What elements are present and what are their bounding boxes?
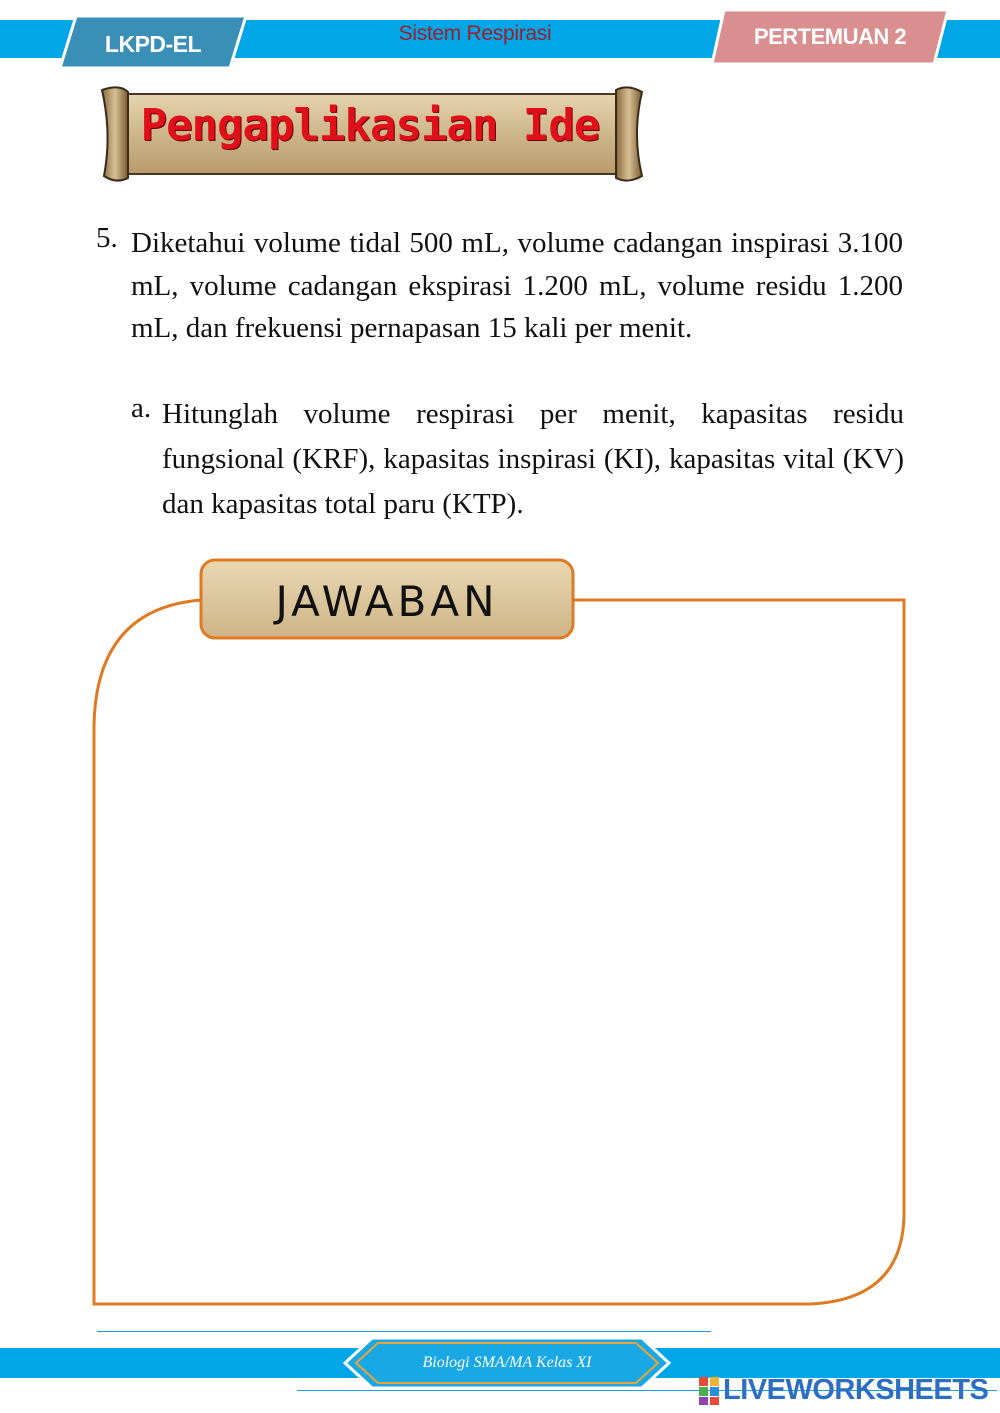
lkpd-tab-label: LKPD-EL bbox=[104, 31, 202, 57]
answer-label: JAWABAN bbox=[275, 577, 499, 626]
subject-title: Sistem Respirasi bbox=[398, 22, 552, 45]
question-number: 5. bbox=[96, 222, 118, 254]
pertemuan-tab-label: PERTEMUAN 2 bbox=[753, 24, 907, 49]
footer-label: Biologi SMA/MA Kelas XI bbox=[422, 1354, 592, 1371]
liveworksheets-logo-icon bbox=[698, 1376, 720, 1406]
footer-divider bbox=[97, 1331, 711, 1332]
question-text: Diketahui volume tidal 500 mL, volume cadangan inspirasi 3.100 mL, volume cadangan ekspirasi 1.200 mL, volume residu 1.200 mL, dan frekuensi pernapasan 15 kali per menit. bbox=[131, 227, 903, 344]
sub-question-text: Hitunglah volume respirasi per menit, kapasitas residu fungsional (KRF), kapasitas inspirasi (KI), kapasitas vital (KV) dan kapasitas total paru (KTP). bbox=[162, 398, 904, 520]
liveworksheets-watermark: LIVEWORKSHEETS bbox=[723, 1374, 989, 1406]
answer-box[interactable] bbox=[90, 556, 910, 1312]
section-title: Pengaplikasian Ide bbox=[140, 100, 600, 151]
sub-question-label: a. bbox=[131, 392, 152, 424]
